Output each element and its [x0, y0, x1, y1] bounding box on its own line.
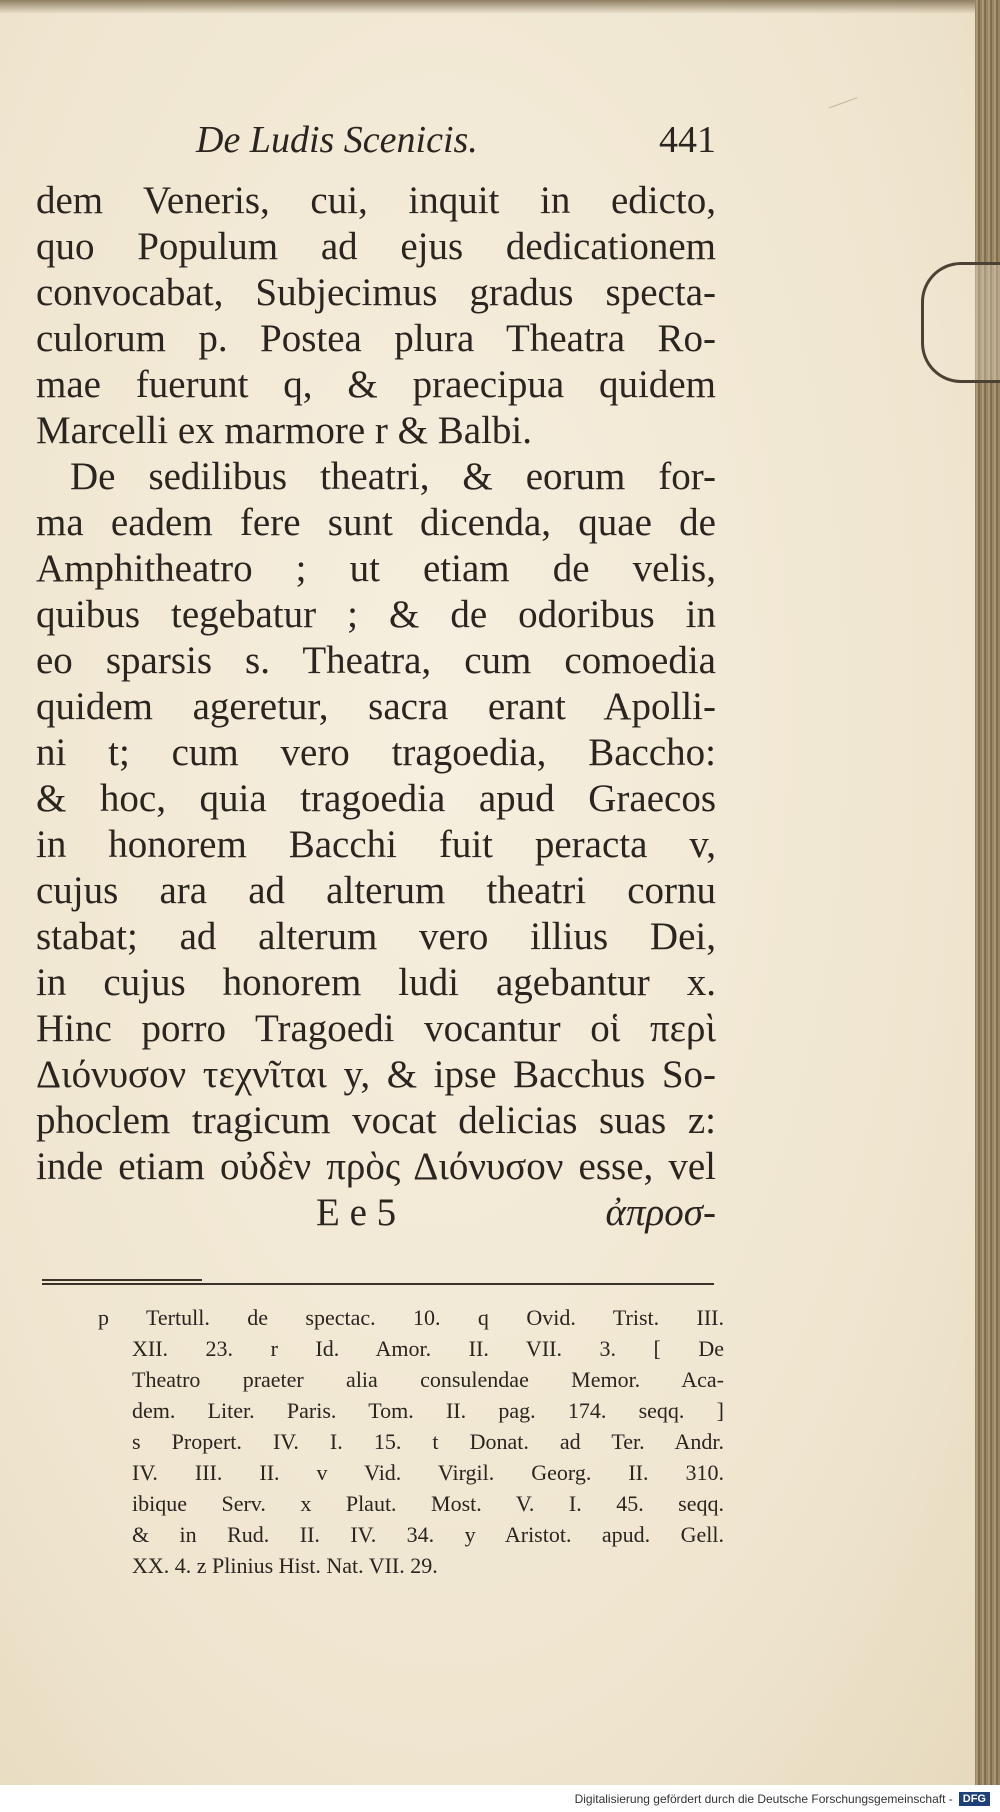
text-line: cujus ara ad alterum theatri cornu — [36, 869, 716, 912]
pencil-mark — [829, 97, 862, 119]
footnote-line: & in Rud. II. IV. 34. y Aristot. apud. Gell. — [132, 1522, 724, 1547]
text-line: De sedilibus theatri, & eorum for- — [70, 455, 716, 498]
text-line: convocabat, Subjecimus gradus specta- — [36, 271, 716, 314]
footnote-line: XII. 23. r Id. Amor. II. VII. 3. [ De — [132, 1336, 724, 1361]
footnote-line: s Propert. IV. I. 15. t Donat. ad Ter. Andr. — [132, 1429, 724, 1454]
signature-mark: E e 5 — [316, 1191, 397, 1234]
text-line: quo Populum ad ejus dedicationem — [36, 225, 716, 268]
text-line: Hinc porro Tragoedi vocantur οἱ περὶ — [36, 1007, 716, 1050]
bookmark-tab — [921, 262, 1000, 383]
text-line: mae fuerunt q, & praecipua quidem — [36, 363, 716, 406]
footnote-line: IV. III. II. v Vid. Virgil. Georg. II. 310. — [132, 1460, 724, 1485]
catch-line — [36, 1190, 716, 1236]
footnotes-block — [98, 1302, 724, 1581]
footnote-line: ibique Serv. x Plaut. Most. V. I. 45. seqq. — [132, 1491, 724, 1516]
running-title: De Ludis Scenicis. — [196, 119, 478, 161]
footnote-line: Theatro praeter alia consulendae Memor. Aca- — [132, 1367, 724, 1392]
main-text-block — [36, 118, 716, 1236]
text-line: ma eadem fere sunt dicenda, quae de — [36, 501, 716, 544]
dfg-logo-icon: DFG — [959, 1792, 990, 1806]
digitization-credit-bar — [0, 1785, 1000, 1812]
text-line: Διόνυσον τεχνῖται y, & ipse Bacchus So- — [36, 1053, 716, 1096]
text-line: inde etiam οὐδὲν πρὸς Διόνυσον esse, vel — [36, 1145, 716, 1188]
text-line: phoclem tragicum vocat delicias suas z: — [36, 1099, 716, 1142]
footnote-line: dem. Liter. Paris. Tom. II. pag. 174. seqq. ] — [132, 1398, 724, 1423]
text-line: stabat; ad alterum vero illius Dei, — [36, 915, 716, 958]
text-line: in honorem Bacchi fuit peracta v, — [36, 823, 716, 866]
catchword: ἀπροσ- — [605, 1191, 716, 1234]
text-line: dem Veneris, cui, inquit in edicto, — [36, 179, 716, 222]
text-line: Amphitheatro ; ut etiam de velis, — [36, 547, 716, 590]
text-line: quibus tegebatur ; & de odoribus in — [36, 593, 716, 636]
text-line: ni t; cum vero tragoedia, Baccho: — [36, 731, 716, 774]
text-line: quidem ageretur, sacra erant Apolli- — [36, 685, 716, 728]
footnote-rule — [42, 1283, 714, 1285]
text-line: eo sparsis s. Theatra, cum comoedia — [36, 639, 716, 682]
text-line: Marcelli ex marmore r & Balbi. — [36, 409, 532, 452]
footnote-line: XX. 4. z Plinius Hist. Nat. VII. 29. — [132, 1553, 438, 1578]
credit-text: Digitalisierung gefördert durch die Deutsche Forschungsgemeinschaft - — [574, 1791, 953, 1806]
running-header — [36, 118, 716, 178]
footnote-rule-short — [42, 1279, 202, 1281]
page-top-shadow — [0, 0, 975, 14]
text-line: culorum p. Postea plura Theatra Ro- — [36, 317, 716, 360]
footnote-line: p Tertull. de spectac. 10. q Ovid. Trist. III. — [98, 1305, 724, 1330]
text-line: in cujus honorem ludi agebantur x. — [36, 961, 716, 1004]
page-number: 441 — [659, 119, 716, 161]
text-line: & hoc, quia tragoedia apud Graecos — [36, 777, 716, 820]
